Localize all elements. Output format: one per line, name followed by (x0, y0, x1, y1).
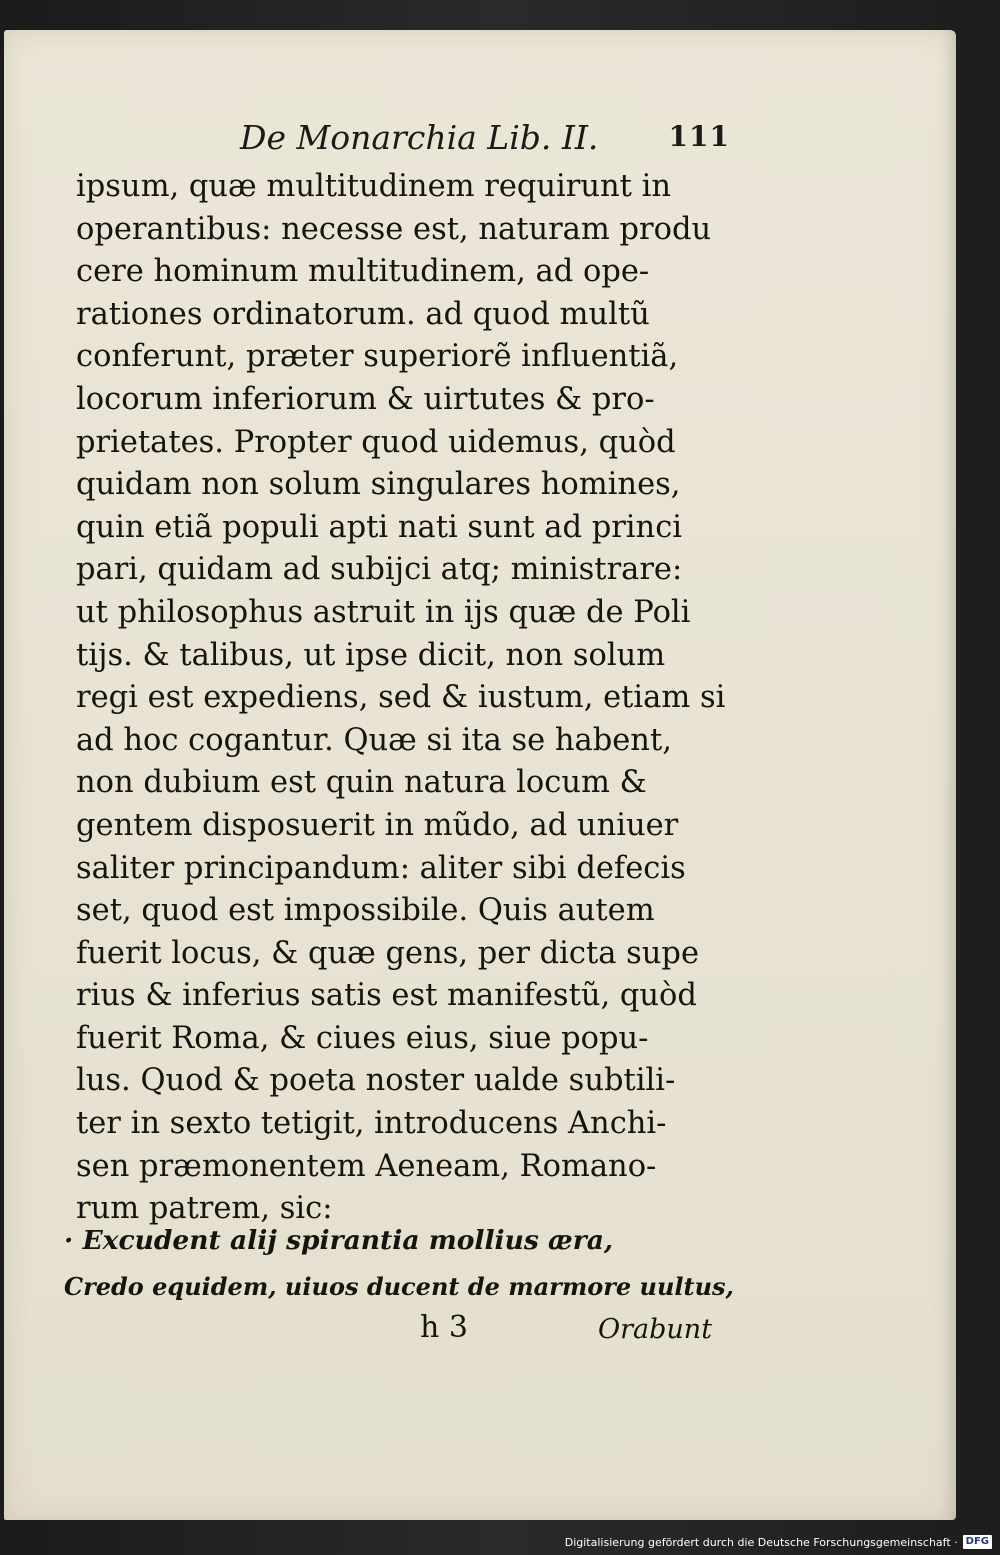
text-line: rum patrem, sic: (76, 1191, 333, 1227)
text-line: prietates. Propter quod uidemus, quòd (76, 424, 676, 460)
text-line: sen præmonentem Aeneam, Romano- (76, 1148, 657, 1184)
text-line: rationes ordinatorum. ad quod multũ (76, 296, 650, 332)
verse-line: · Excudent alij spirantia mollius æra, (64, 1225, 614, 1256)
text-line: ter in sexto tetigit, introducens Anchi- (76, 1106, 667, 1142)
text-line: ipsum, quæ multitudinem requirunt in (76, 169, 672, 204)
text-line: ut philosophus astruit in ijs quæ de Poli (76, 594, 691, 630)
text-line: regi est expediens, sed & iustum, etiam si (76, 680, 726, 716)
text-line: quidam non solum singulares homines, (76, 467, 681, 503)
dfg-logo: DFG (963, 1535, 992, 1549)
text-line: operantibus: necesse est, naturam produ (76, 211, 712, 247)
text-line: non dubium est quin natura locum & (76, 765, 647, 801)
catchword: Orabunt (598, 1314, 713, 1345)
signature-mark: h 3 (420, 1310, 468, 1345)
digitization-credit (565, 1535, 992, 1549)
verse-line: Credo equidem, uiuos ducent de marmore uultus, (64, 1272, 734, 1301)
text-line: ad hoc cogantur. Quæ si ita se habent, (76, 722, 672, 758)
text-line: saliter principandum: aliter sibi defecis (76, 850, 686, 886)
body-text (76, 166, 726, 1231)
text-line: conferunt, præter superiorẽ influentiã, (76, 339, 679, 375)
text-line: locorum inferiorum & uirtutes & pro- (76, 381, 655, 417)
text-line: pari, quidam ad subijci atq; ministrare: (76, 552, 683, 588)
text-line: fuerit Roma, & ciues eius, siue popu- (76, 1020, 649, 1056)
text-line: fuerit locus, & quæ gens, per dicta supe (76, 935, 700, 971)
text-line: tijs. & talibus, ut ipse dicit, non solum (76, 637, 666, 673)
verse-quotation (64, 1218, 734, 1310)
page-edge-shadow (942, 30, 956, 1520)
text-line: lus. Quod & poeta noster ualde subtili- (76, 1063, 676, 1099)
text-line: rius & inferius satis est manifestũ, quòd (76, 978, 697, 1014)
text-line: set, quod est impossibile. Quis autem (76, 893, 655, 929)
credit-text: Digitalisierung gefördert durch die Deutsche Forschungsgemeinschaft · (564, 1535, 958, 1549)
text-line: quin etiã populi apti nati sunt ad princi (76, 509, 683, 545)
text-line: gentem disposuerit in mũdo, ad uniuer (76, 807, 679, 843)
folio-number: 111 (668, 120, 730, 153)
running-head (240, 118, 730, 162)
running-title: De Monarchia Lib. II. (240, 118, 599, 157)
text-line: cere hominum multitudinem, ad ope- (76, 254, 650, 290)
